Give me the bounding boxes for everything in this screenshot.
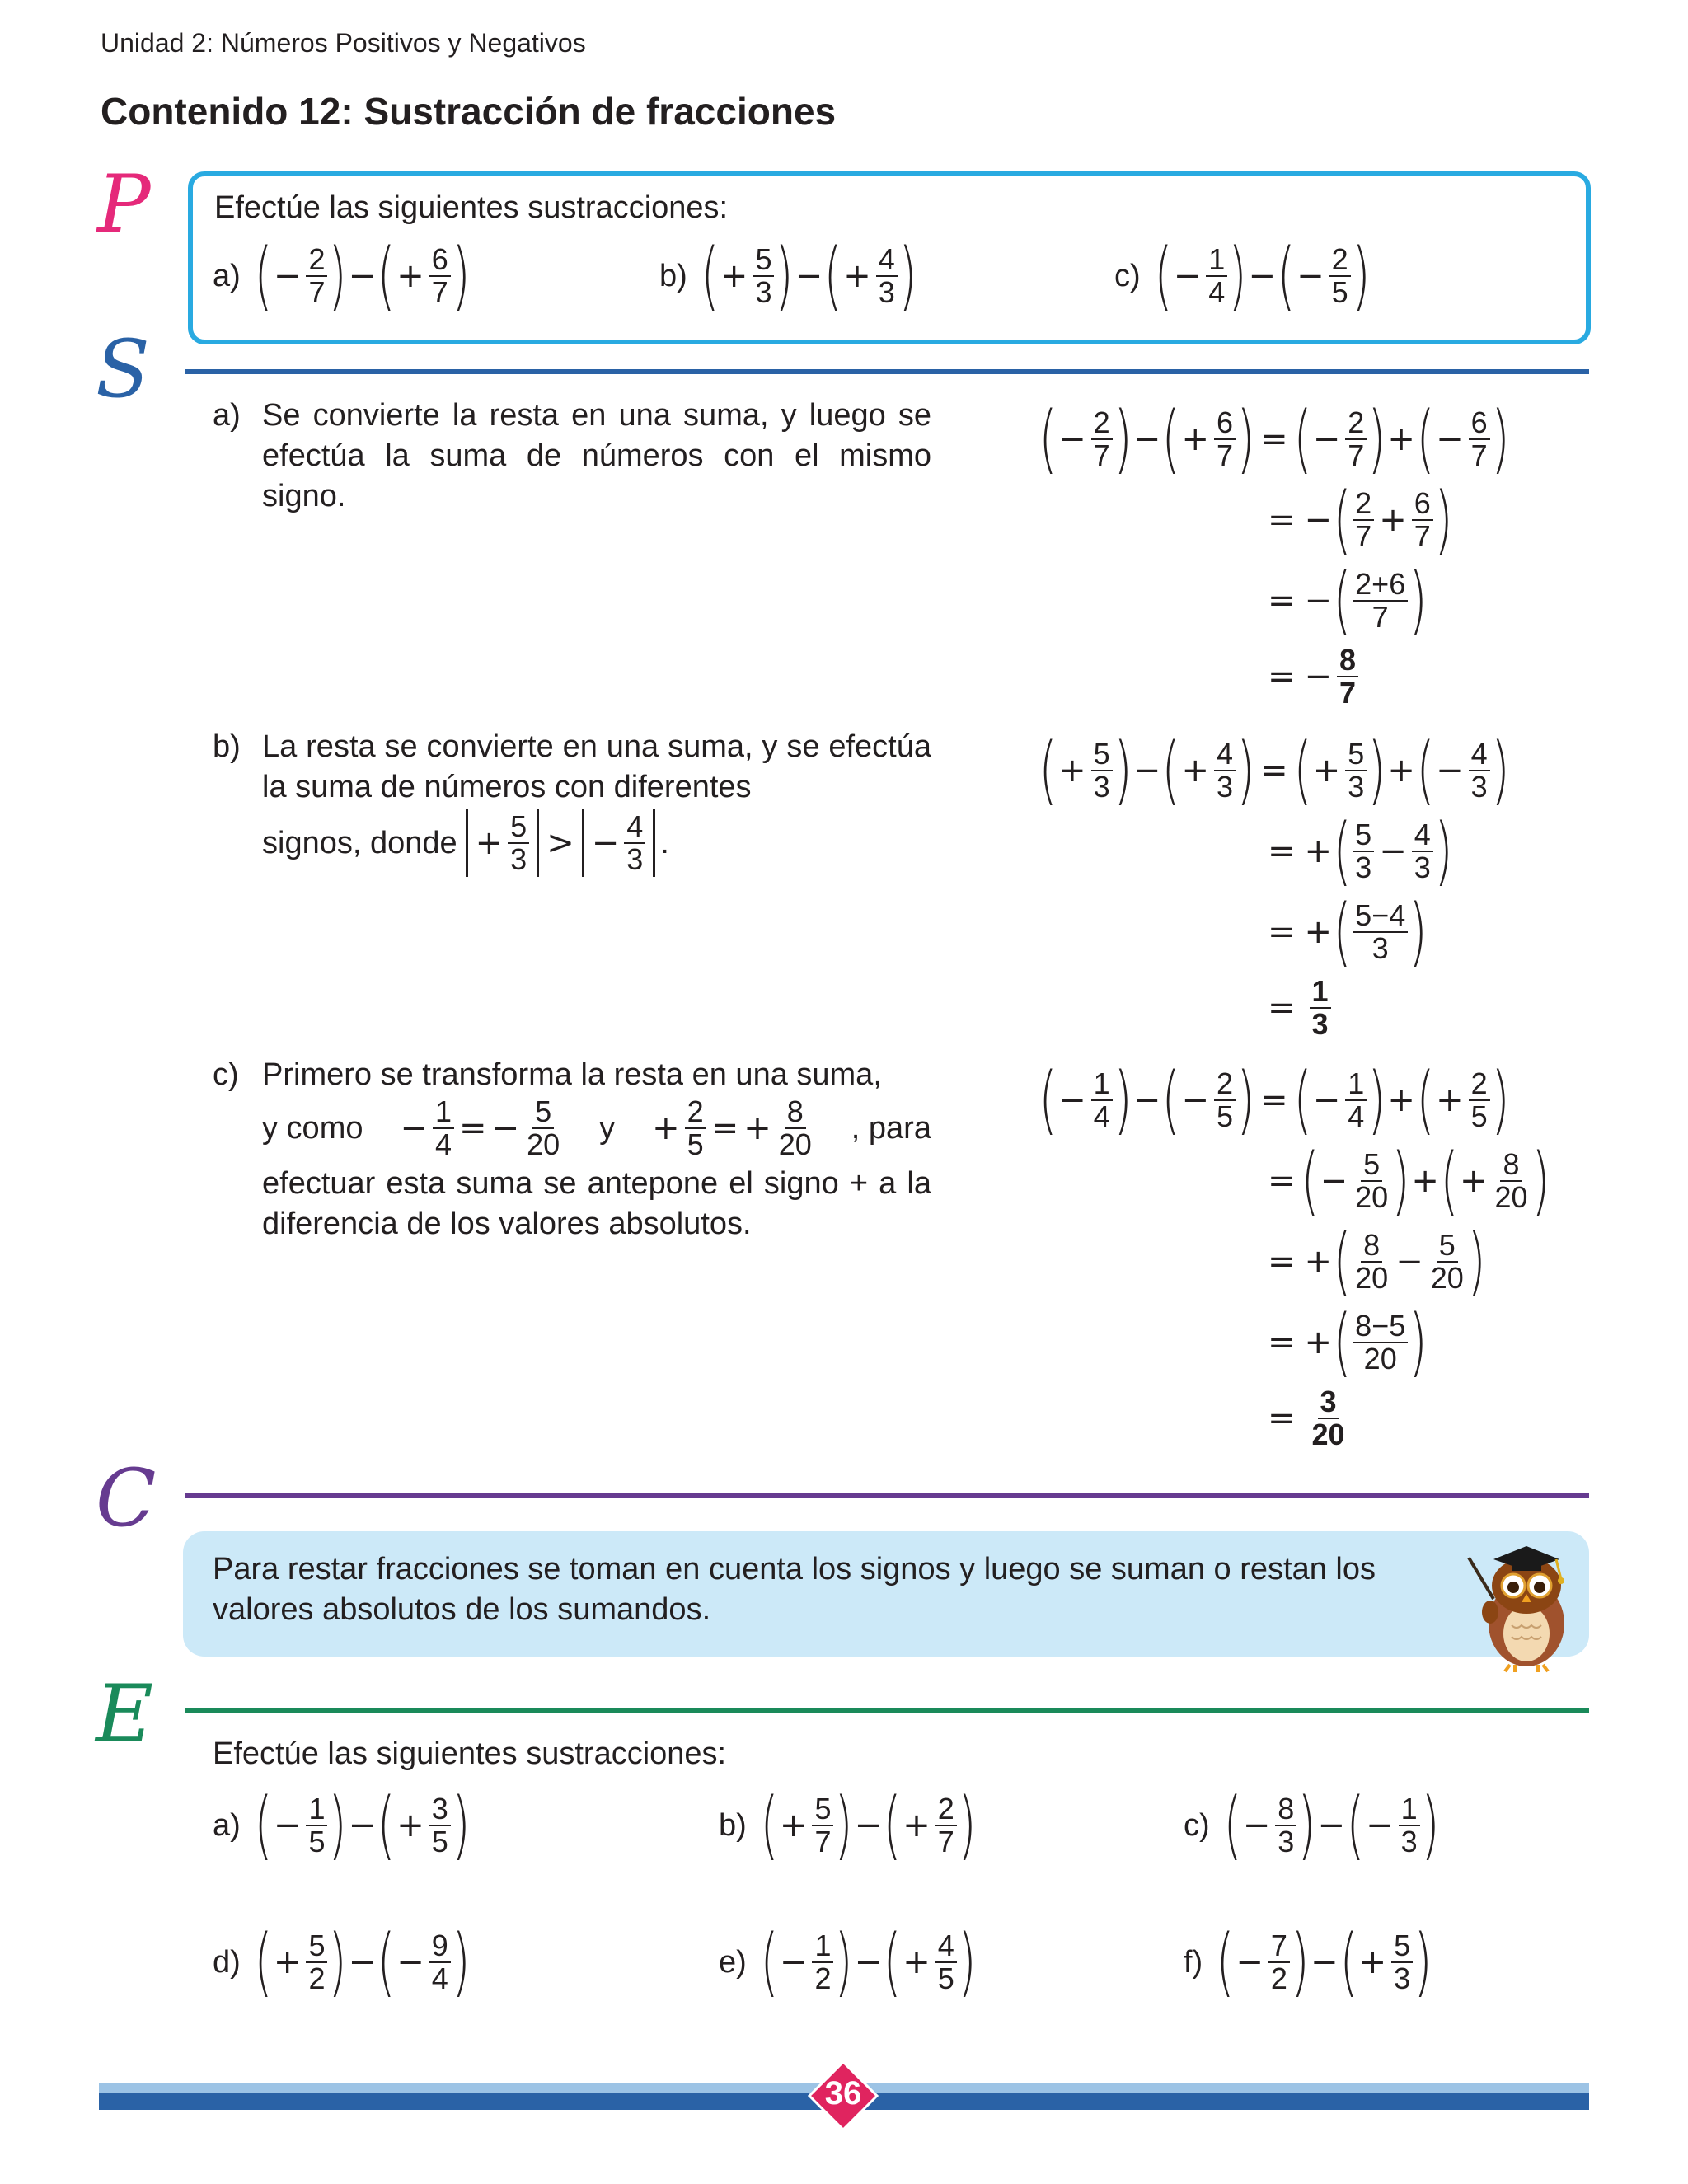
section-e-divider	[185, 1708, 1589, 1713]
problem-item-1: b) ( + $\frac{5}{3}$ ) − ( + $\frac{4}{3}$ )	[659, 232, 917, 319]
solution-b-abs-line	[262, 809, 669, 877]
period: .	[660, 825, 669, 860]
exercise-item-4: e) ( − $\frac{1}{2}$ ) − ( + $\frac{4}{5}$ )	[719, 1919, 977, 2005]
exercise-item-3-minuend: ( + $\frac{5}{2}$ )	[254, 1919, 347, 2005]
solution-b-text2: signos, donde	[262, 825, 457, 860]
solution-a-equation: ( − $\frac{2}{7}$ ) − ( + $\frac{6}{7}$ ) = ( − $\frac{2}{7}$ ) + ( − $\frac{6}{7}$ )	[1039, 396, 1510, 482]
exercise-item-0-subtrahend: ( + $\frac{3}{5}$ )	[377, 1782, 471, 1868]
rhs-term-1-value: $\frac{2}{7}$	[1345, 407, 1367, 471]
rhs-term-1-value: $\frac{5}{3}$	[1345, 738, 1367, 803]
rhs-term-2-value: $\frac{6}{7}$	[1469, 407, 1490, 471]
solution-c-como: y como	[262, 1110, 363, 1146]
exercise-item-0-minuend: ( − $\frac{1}{5}$ )	[254, 1782, 347, 1868]
problem-item-0-label: a)	[213, 258, 241, 293]
problem-item-1-minuend: ( + $\frac{5}{3}$ )	[701, 232, 794, 319]
step-frac-1: $\frac{5}{3}$	[1353, 819, 1374, 883]
exercise-item-2-minuend: ( − $\frac{8}{3}$ )	[1223, 1782, 1316, 1868]
abs-bar	[537, 809, 539, 877]
abs1-sign: +	[475, 824, 504, 862]
exercise-item-0: a) ( − $\frac{1}{5}$ ) − ( + $\frac{3}{5}$ )	[213, 1782, 471, 1868]
exercise-item-5-subtrahend: ( + $\frac{5}{3}$ )	[1339, 1919, 1432, 2005]
step0-term-2: ( + $\frac{8}{20}$ )	[1440, 1137, 1550, 1224]
rhs-term-1: ( − $\frac{1}{4}$ )	[1293, 1057, 1386, 1143]
step-frac-1: $\frac{2}{7}$	[1353, 488, 1374, 552]
problem-item-2-subtrahend: ( − $\frac{2}{5}$ )	[1277, 232, 1371, 319]
step-frac-2: $\frac{5}{20}$	[1430, 1228, 1464, 1295]
problem-item-0-subtrahend-value: $\frac{6}{7}$	[429, 244, 451, 308]
problem-item-0: a) ( − $\frac{2}{7}$ ) − ( + $\frac{6}{7}$ )	[213, 232, 471, 319]
conclusion-box	[183, 1531, 1589, 1657]
solution-b-label: b)	[213, 729, 241, 764]
step-frac-2: $\frac{4}{3}$	[1412, 819, 1433, 883]
solution-c-text2: efectuar esta suma se antepone el signo + a la diferencia de los valores absolutos.	[262, 1166, 931, 1241]
section-letter-c: C	[96, 1452, 157, 1544]
solution-b-step2: = + ( $\frac{5-4}{3}$ )	[1268, 888, 1428, 975]
abs-bar	[582, 809, 584, 877]
exercise-item-5: f) ( − $\frac{7}{2}$ ) − ( + $\frac{5}{3}$ )	[1184, 1919, 1432, 2005]
combined-fraction: $\frac{2+6}{7}$	[1353, 569, 1408, 633]
problem-item-2-minuend: ( − $\frac{1}{4}$ )	[1154, 232, 1247, 319]
exercise-item-5-minuend: ( − $\frac{7}{2}$ )	[1216, 1919, 1310, 2005]
conclusion-text: Para restar fracciones se toman en cuenta los signos y luego se suman o restan los valores absolutos de los sumandos.	[213, 1552, 1376, 1627]
solution-a-result: = − $\frac{8}{7}$	[1261, 644, 1361, 709]
section-c-divider	[185, 1493, 1589, 1498]
problem-item-2: c) ( − $\frac{1}{4}$ ) − ( − $\frac{2}{5}$ )	[1114, 232, 1371, 319]
exercise-item-2: c) ( − $\frac{8}{3}$ ) − ( − $\frac{1}{3}$ )	[1184, 1782, 1440, 1868]
problem-item-0-minuend: ( − $\frac{2}{7}$ )	[254, 232, 347, 319]
exercises-prompt: Efectúe las siguientes sustracciones:	[213, 1736, 727, 1771]
abs-bar	[653, 809, 655, 877]
rhs-term-2: ( + $\frac{2}{5}$ )	[1416, 1057, 1510, 1143]
rhs-term-1-value: $\frac{1}{4}$	[1345, 1068, 1367, 1132]
lhs-term-2: ( + $\frac{6}{7}$ )	[1161, 396, 1255, 482]
section-letter-s: S	[96, 323, 150, 415]
abs2-sign: −	[591, 824, 620, 862]
exercise-item-0-subtrahend-value: $\frac{3}{5}$	[429, 1793, 451, 1858]
lhs-term-1-value: $\frac{5}{3}$	[1091, 738, 1113, 803]
exercise-item-2-minuend-value: $\frac{8}{3}$	[1275, 1793, 1296, 1858]
exercise-item-4-subtrahend-value: $\frac{4}{5}$	[935, 1930, 957, 1994]
rhs-term-1: ( − $\frac{2}{7}$ )	[1293, 396, 1386, 482]
exercise-item-2-subtrahend-value: $\frac{1}{3}$	[1399, 1793, 1420, 1858]
exercise-item-2-label: c)	[1184, 1807, 1210, 1843]
solution-c-para: , para	[851, 1110, 931, 1146]
problem-item-1-subtrahend: ( + $\frac{4}{3}$ )	[823, 232, 917, 319]
lhs-term-2: ( − $\frac{2}{5}$ )	[1161, 1057, 1255, 1143]
step0-term-1-value: $\frac{5}{20}$	[1355, 1147, 1389, 1214]
exercise-item-5-subtrahend-value: $\frac{5}{3}$	[1391, 1930, 1413, 1994]
lhs-term-2-value: $\frac{2}{5}$	[1214, 1068, 1236, 1132]
solution-a-label: a)	[213, 398, 241, 433]
solution-c-step0: = ( − $\frac{5}{20}$ ) + ( + $\frac{8}{20}$ )	[1268, 1137, 1550, 1224]
solution-b-equation: ( + $\frac{5}{3}$ ) − ( + $\frac{4}{3}$ ) = ( + $\frac{5}{3}$ ) + ( − $\frac{4}{3}$ )	[1039, 727, 1510, 813]
lhs-term-1-value: $\frac{2}{7}$	[1091, 407, 1113, 471]
exercise-item-3-subtrahend: ( − $\frac{9}{4}$ )	[377, 1919, 471, 2005]
lhs-term-1: ( − $\frac{2}{7}$ )	[1039, 396, 1132, 482]
solution-a-block	[213, 396, 931, 517]
problem-item-0-subtrahend: ( + $\frac{6}{7}$ )	[377, 232, 471, 319]
solution-a-step2: = − ( $\frac{2+6}{7}$ )	[1268, 557, 1428, 644]
equivalence-1: − $\frac{1}{4}$ = − $\frac{5}{20}$	[400, 1094, 560, 1161]
exercise-item-3-label: d)	[213, 1944, 241, 1980]
rhs-term-2: ( − $\frac{4}{3}$ )	[1416, 727, 1510, 813]
result-fraction: $\frac{8}{7}$	[1337, 644, 1358, 709]
exercise-item-0-label: a)	[213, 1807, 241, 1843]
content-title: Contenido 12: Sustracción de fracciones	[101, 90, 837, 133]
problem-prompt: Efectúe las siguientes sustracciones:	[214, 190, 729, 225]
page-number-badge	[808, 2060, 879, 2131]
combined-fraction: $\frac{5-4}{3}$	[1353, 900, 1408, 964]
exercise-item-1-label: b)	[719, 1807, 747, 1843]
owl-teacher-icon	[1461, 1533, 1576, 1673]
exercise-item-3: d) ( + $\frac{5}{2}$ ) − ( − $\frac{9}{4}$ )	[213, 1919, 471, 2005]
lhs-term-1-value: $\frac{1}{4}$	[1091, 1068, 1113, 1132]
section-letter-p: P	[97, 158, 151, 251]
result-fraction: $\frac{3}{20}$	[1311, 1385, 1345, 1451]
greater-than-sign: >	[546, 824, 574, 862]
lhs-term-1: ( − $\frac{1}{4}$ )	[1039, 1057, 1132, 1143]
lhs-term-2-value: $\frac{4}{3}$	[1214, 738, 1236, 803]
solution-c-step2: = + ( $\frac{8-5}{20}$ )	[1268, 1299, 1428, 1385]
exercise-item-5-label: f)	[1184, 1944, 1203, 1980]
exercise-item-0-minuend-value: $\frac{1}{5}$	[306, 1793, 327, 1858]
rhs-term-2-value: $\frac{4}{3}$	[1469, 738, 1490, 803]
solution-c-equation: ( − $\frac{1}{4}$ ) − ( − $\frac{2}{5}$ ) = ( − $\frac{1}{4}$ ) + ( + $\frac{2}{5}$ )	[1039, 1057, 1510, 1143]
step0-term-2-value: $\frac{8}{20}$	[1494, 1147, 1528, 1214]
exercise-item-4-label: e)	[719, 1944, 747, 1980]
solution-c-result: = $\frac{3}{20}$	[1261, 1386, 1350, 1451]
rhs-term-2-value: $\frac{2}{5}$	[1469, 1068, 1490, 1132]
rhs-term-1: ( + $\frac{5}{3}$ )	[1293, 727, 1386, 813]
equivalence-2: + $\frac{2}{5}$ = + $\frac{8}{20}$	[652, 1094, 812, 1161]
solution-c-block	[213, 1055, 931, 1095]
lhs-term-2: ( + $\frac{4}{3}$ )	[1161, 727, 1255, 813]
exercise-item-5-minuend-value: $\frac{7}{2}$	[1268, 1930, 1290, 1994]
exercise-item-1-subtrahend-value: $\frac{2}{7}$	[935, 1793, 957, 1858]
exercise-item-4-subtrahend: ( + $\frac{4}{5}$ )	[883, 1919, 977, 2005]
exercise-item-3-minuend-value: $\frac{5}{2}$	[306, 1930, 327, 1994]
exercise-item-1-subtrahend: ( + $\frac{2}{7}$ )	[883, 1782, 977, 1868]
abs2-fraction: $\frac{4}{3}$	[624, 811, 645, 875]
solution-c-text1: Primero se transforma la resta en una suma,	[262, 1057, 882, 1092]
solution-b-text: La resta se convierte en una suma, y se efectúa la suma de números con diferentes	[262, 729, 931, 804]
solution-b-step1: = + ( $\frac{5}{3}$ − $\frac{4}{3}$ )	[1268, 808, 1453, 894]
unit-header: Unidad 2: Números Positivos y Negativos	[101, 28, 586, 58]
exercise-item-4-minuend: ( − $\frac{1}{2}$ )	[760, 1919, 853, 2005]
exercise-item-1: b) ( + $\frac{5}{7}$ ) − ( + $\frac{2}{7}$ )	[719, 1782, 977, 1868]
problem-item-1-minuend-value: $\frac{5}{3}$	[753, 244, 774, 308]
exercise-item-1-minuend: ( + $\frac{5}{7}$ )	[760, 1782, 853, 1868]
result-fraction: $\frac{1}{3}$	[1310, 976, 1331, 1040]
solution-b-block	[213, 727, 931, 808]
exercise-item-1-minuend-value: $\frac{5}{7}$	[812, 1793, 833, 1858]
exercise-item-4-minuend-value: $\frac{1}{2}$	[812, 1930, 833, 1994]
step-frac-1: $\frac{8}{20}$	[1355, 1228, 1389, 1295]
page-number: 36	[824, 2075, 862, 2111]
step0-term-1: ( − $\frac{5}{20}$ )	[1301, 1137, 1410, 1224]
combined-fraction: $\frac{8-5}{20}$	[1353, 1310, 1408, 1375]
abs-bar	[466, 809, 468, 877]
solution-c-step1: = + ( $\frac{8}{20}$ − $\frac{5}{20}$ )	[1268, 1218, 1486, 1305]
exercise-item-2-subtrahend: ( − $\frac{1}{3}$ )	[1346, 1782, 1440, 1868]
problem-item-0-minuend-value: $\frac{2}{7}$	[306, 244, 327, 308]
problem-item-1-label: b)	[659, 258, 687, 293]
problem-item-2-subtrahend-value: $\frac{2}{5}$	[1329, 244, 1351, 308]
solution-b-result: = $\frac{1}{3}$	[1261, 976, 1334, 1040]
step-frac-2: $\frac{6}{7}$	[1412, 488, 1433, 552]
solution-c-label: c)	[213, 1057, 239, 1092]
lhs-term-1: ( + $\frac{5}{3}$ )	[1039, 727, 1132, 813]
problem-item-2-label: c)	[1114, 258, 1141, 293]
problem-item-1-subtrahend-value: $\frac{4}{3}$	[876, 244, 898, 308]
solution-a-step1: = − ( $\frac{2}{7}$ + $\frac{6}{7}$ )	[1268, 476, 1453, 563]
problem-item-2-minuend-value: $\frac{1}{4}$	[1206, 244, 1227, 308]
solution-a-text: Se convierte la resta en una suma, y luego se efectúa la suma de números con el mismo signo.	[262, 398, 931, 513]
section-letter-e: E	[96, 1668, 154, 1760]
solution-c-equiv-line	[262, 1096, 931, 1160]
section-s-divider	[185, 369, 1589, 374]
exercise-item-3-subtrahend-value: $\frac{9}{4}$	[429, 1930, 451, 1994]
rhs-term-2: ( − $\frac{6}{7}$ )	[1416, 396, 1510, 482]
lhs-term-2-value: $\frac{6}{7}$	[1214, 407, 1236, 471]
solution-c-y: y	[599, 1110, 616, 1146]
abs1-fraction: $\frac{5}{3}$	[508, 811, 529, 875]
